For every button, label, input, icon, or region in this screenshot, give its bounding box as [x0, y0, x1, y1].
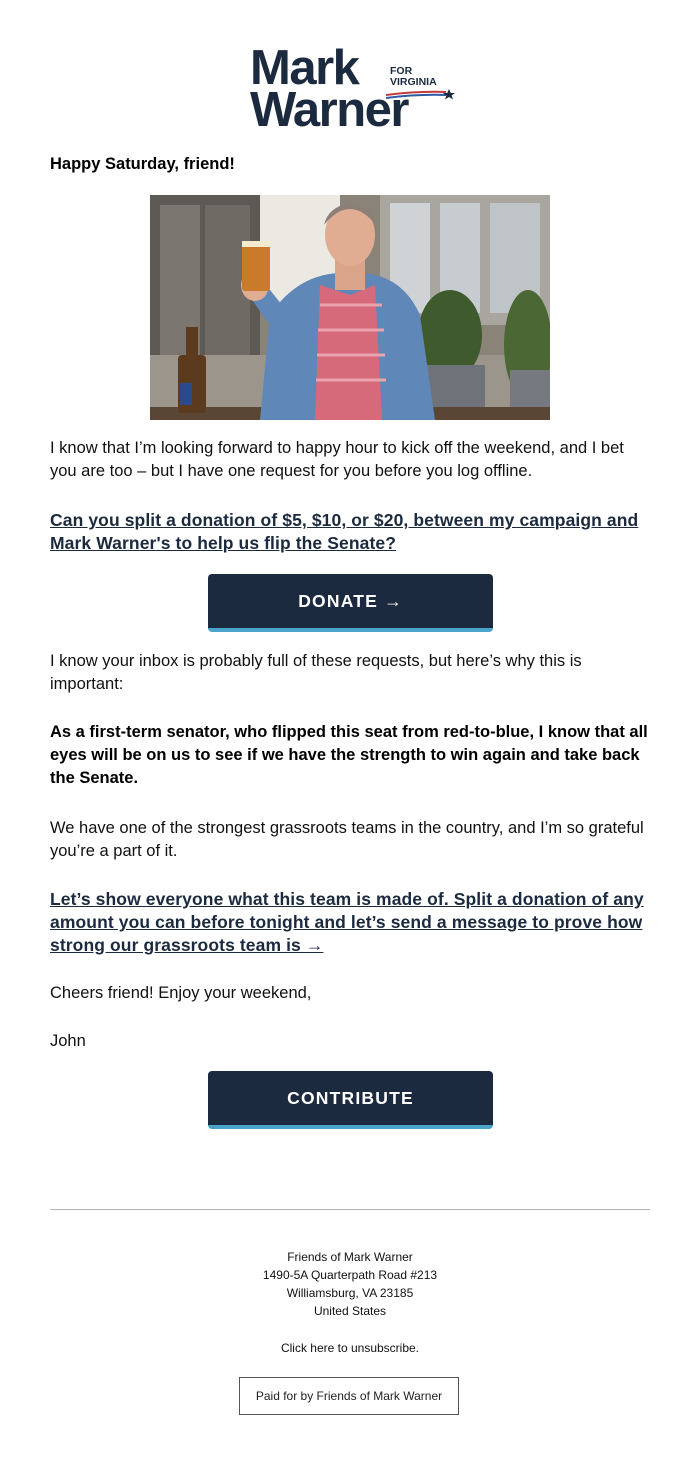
logo-for: FOR	[390, 65, 413, 77]
donation-ask-link[interactable]: Can you split a donation of $5, $10, or $20, between my campaign and Mark Warner's to help us flip the Senate?	[50, 510, 639, 553]
toast-photo	[150, 195, 550, 420]
team-donation-link[interactable]: Let’s show everyone what this team is made of. Split a donation of any amount you can before tonight and let’s send a message to prove how strong our grassroots team is →	[50, 889, 644, 955]
logo-line-mark: Mark	[250, 41, 359, 95]
footer-country: United States	[313, 1304, 387, 1318]
footer-address-line1: 1490-5A Quarterpath Road #213	[262, 1268, 438, 1282]
paragraph-grassroots: We have one of the strongest grassroots teams in the country, and I’m so grateful you’re a part of it.	[50, 819, 644, 860]
unsubscribe-link[interactable]: Click here to unsubscribe.	[280, 1341, 420, 1355]
campaign-logo[interactable]	[250, 41, 460, 140]
paid-for-disclaimer: Paid for by Friends of Mark Warner	[239, 1377, 459, 1415]
footer-address-line2: Williamsburg, VA 23185	[286, 1286, 414, 1300]
logo-state: VIRGINIA	[390, 76, 437, 88]
greeting: Happy Saturday, friend!	[50, 155, 235, 173]
signoff-name: John	[50, 1032, 86, 1050]
paragraph-intro: I know that I’m looking forward to happy hour to kick off the weekend, and I bet you are too – but I have one request for you before you log offline.	[50, 439, 624, 480]
contribute-button[interactable]: CONTRIBUTE	[208, 1071, 493, 1129]
footer-divider	[50, 1209, 650, 1210]
paragraph-senator: As a first-term senator, who flipped this seat from red-to-blue, I know that all eyes will be on us to see if we have the strength to win again and take back the Senate.	[50, 723, 648, 787]
footer-org: Friends of Mark Warner	[287, 1250, 413, 1264]
footer-address	[0, 1248, 700, 1320]
logo-line-warner: Warner	[250, 83, 409, 137]
photo-illustration	[150, 195, 550, 420]
paragraph-cheers: Cheers friend! Enjoy your weekend,	[50, 984, 312, 1002]
donate-button[interactable]: DONATE →	[208, 574, 493, 632]
paragraph-inbox: I know your inbox is probably full of these requests, but here’s why this is important:	[50, 652, 582, 693]
